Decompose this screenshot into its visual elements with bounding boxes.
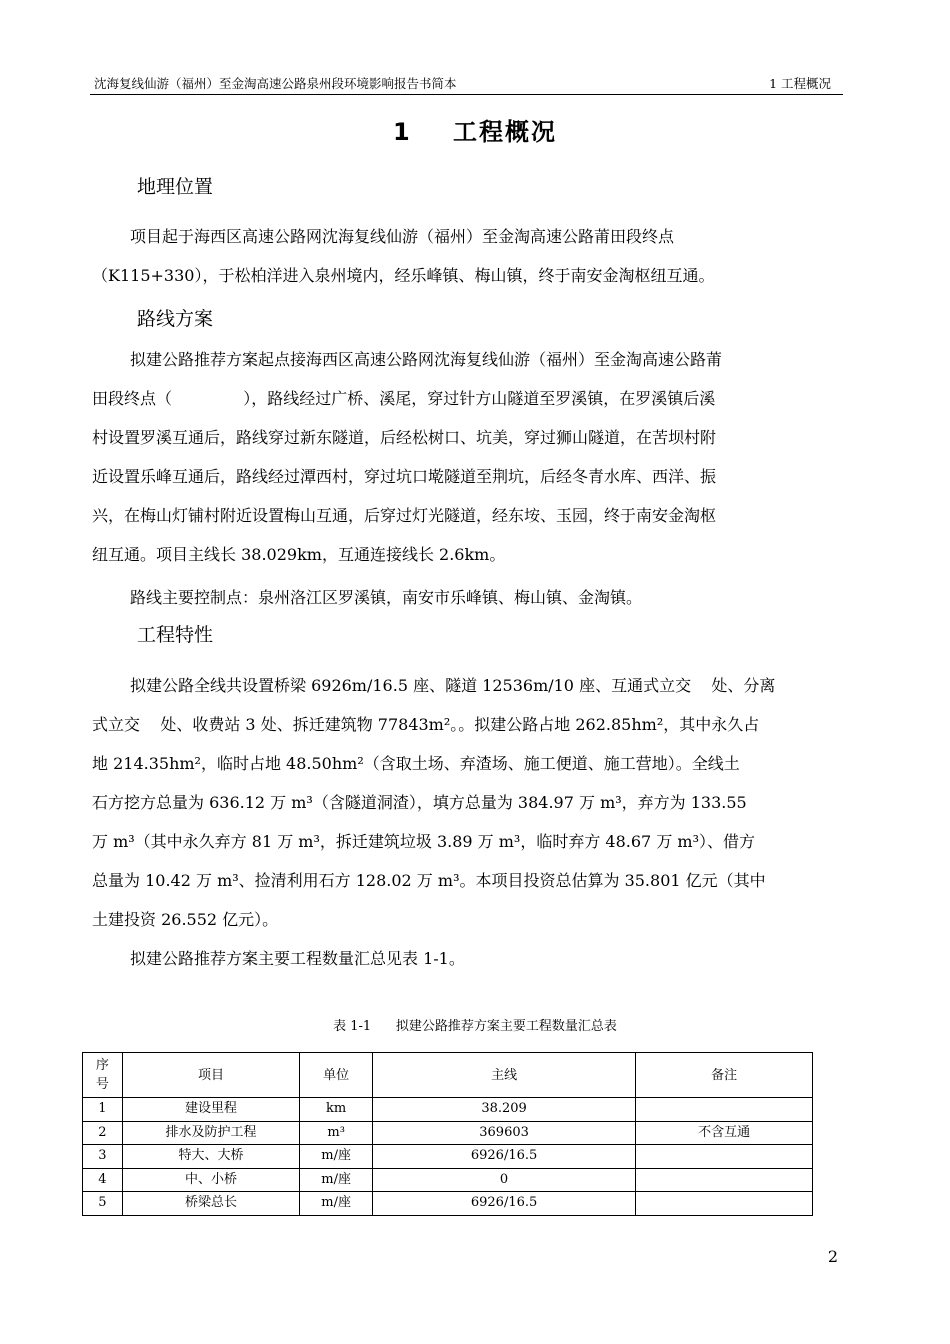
table-cell: 桥梁总长 bbox=[122, 1192, 300, 1216]
table-cell: m/座 bbox=[300, 1145, 373, 1169]
table-cell: 0 bbox=[373, 1168, 636, 1192]
column-header-unit: 单位 bbox=[300, 1053, 373, 1098]
paragraph-line: 式立交 处、收费站 3 处、拆迁建筑物 77843m²。。拟建公路占地 262.85hm²，其中永久占 bbox=[92, 715, 760, 734]
table-cell bbox=[636, 1098, 813, 1122]
paragraph-line: 村设置罗溪互通后，路线穿过新东隧道，后经松树口、坑美，穿过狮山隧道，在苦坝村附 bbox=[92, 428, 717, 447]
paragraph-location bbox=[92, 217, 838, 295]
table-cell bbox=[636, 1145, 813, 1169]
paragraph-line: 石方挖方总量为 636.12 万 m³（含隧道洞渣），填方总量为 384.97 万 m³，弃方为 133.55 bbox=[92, 793, 747, 812]
table-cell bbox=[636, 1168, 813, 1192]
section-heading-route: 路线方案 bbox=[137, 308, 214, 330]
paragraph-line: 纽互通。项目主线长 38.029km，互通连接线长 2.6km。 bbox=[92, 545, 506, 564]
paragraph-line: 兴，在梅山灯铺村附近设置梅山互通，后穿过灯光隧道，经东垵、玉园，终于南安金淘枢 bbox=[92, 506, 717, 525]
table-cell: 1 bbox=[83, 1098, 123, 1122]
section-heading-location: 地理位置 bbox=[137, 176, 214, 198]
table-cell: m/座 bbox=[300, 1192, 373, 1216]
header-chapter-label: 1 工程概况 bbox=[769, 76, 831, 91]
table-cell: 3 bbox=[83, 1145, 123, 1169]
section-heading-features: 工程特性 bbox=[137, 624, 214, 646]
column-header-remarks: 备注 bbox=[636, 1053, 813, 1098]
table-caption: 表 1-1 拟建公路推荐方案主要工程数量汇总表 bbox=[333, 1019, 617, 1034]
table-cell: 4 bbox=[83, 1168, 123, 1192]
table-cell: 6926/16.5 bbox=[373, 1192, 636, 1216]
table-cell: 2 bbox=[83, 1121, 123, 1145]
table-cell: 5 bbox=[83, 1192, 123, 1216]
page-number: 2 bbox=[827, 1247, 838, 1266]
header-document-title: 沈海复线仙游（福州）至金淘高速公路泉州段环境影响报告书简本 bbox=[94, 76, 457, 91]
paragraph-control-points: 路线主要控制点：泉州洛江区罗溪镇，南安市乐峰镇、梅山镇、金淘镇。 bbox=[130, 588, 643, 607]
table-cell: m³ bbox=[300, 1121, 373, 1145]
paragraph-line: 项目起于海西区高速公路网沈海复线仙游（福州）至金淘高速公路莆田段终点 bbox=[130, 227, 675, 246]
table-cell: 369603 bbox=[373, 1121, 636, 1145]
paragraph-line: 田段终点（ ），路线经过广桥、溪尾，穿过针方山隧道至罗溪镇，在罗溪镇后溪 bbox=[92, 389, 716, 408]
table-cell: 建设里程 bbox=[122, 1098, 300, 1122]
table-row bbox=[83, 1145, 813, 1169]
table-cell: 中、小桥 bbox=[122, 1168, 300, 1192]
table-cell: 38.209 bbox=[373, 1098, 636, 1122]
paragraph-line: 土建投资 26.552 亿元）。 bbox=[92, 910, 279, 929]
column-header-index: 序号 bbox=[83, 1053, 123, 1098]
column-header-mainline: 主线 bbox=[373, 1053, 636, 1098]
column-header-item: 项目 bbox=[122, 1053, 300, 1098]
table-cell: 排水及防护工程 bbox=[122, 1121, 300, 1145]
paragraph-line: 拟建公路全线共设置桥梁 6926m/16.5 座、隧道 12536m/10 座、互通式立交 处、分离 bbox=[130, 676, 776, 695]
table-row bbox=[83, 1121, 813, 1145]
quantity-summary-table bbox=[82, 1052, 813, 1216]
chapter-title: 1 工程概况 bbox=[392, 118, 558, 146]
paragraph-table-reference: 拟建公路推荐方案主要工程数量汇总见表 1-1。 bbox=[130, 949, 465, 968]
table-cell bbox=[636, 1192, 813, 1216]
table-cell: m/座 bbox=[300, 1168, 373, 1192]
table-cell: 特大、大桥 bbox=[122, 1145, 300, 1169]
paragraph-line: 地 214.35hm²，临时占地 48.50hm²（含取土场、弃渣场、施工便道、施工营地）。全线土 bbox=[92, 754, 740, 773]
table-row bbox=[83, 1168, 813, 1192]
paragraph-route bbox=[92, 340, 838, 617]
paragraph-line: （K115+330），于松柏洋进入泉州境内，经乐峰镇、梅山镇，终于南安金淘枢纽互通。 bbox=[92, 266, 715, 285]
paragraph-line: 总量为 10.42 万 m³、捡清利用石方 128.02 万 m³。本项目投资总估算为 35.801 亿元（其中 bbox=[92, 871, 766, 890]
paragraph-features bbox=[92, 666, 838, 978]
paragraph-line: 万 m³（其中永久弃方 81 万 m³，拆迁建筑垃圾 3.89 万 m³，临时弃方 48.67 万 m³）、借方 bbox=[92, 832, 755, 851]
table-cell: km bbox=[300, 1098, 373, 1122]
paragraph-line: 近设置乐峰互通后，路线经过潭西村，穿过坑口墘隧道至荆坑，后经冬青水库、西洋、振 bbox=[92, 467, 717, 486]
table-cell: 6926/16.5 bbox=[373, 1145, 636, 1169]
table-row bbox=[83, 1098, 813, 1122]
page-header bbox=[90, 74, 843, 95]
table-cell: 不含互通 bbox=[636, 1121, 813, 1145]
paragraph-line: 拟建公路推荐方案起点接海西区高速公路网沈海复线仙游（福州）至金淘高速公路莆 bbox=[130, 350, 723, 369]
table-row bbox=[83, 1192, 813, 1216]
table-header-row bbox=[83, 1053, 813, 1098]
